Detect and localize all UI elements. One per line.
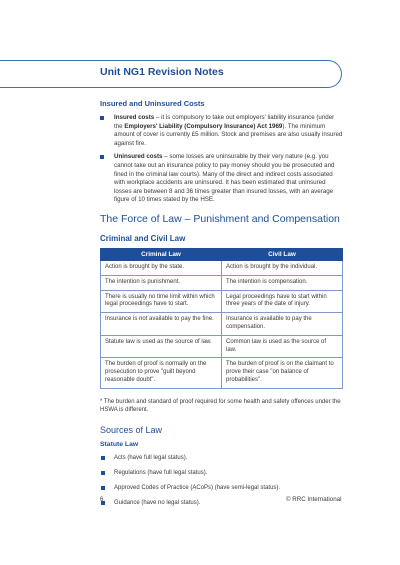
table-row	[101, 275, 343, 290]
criminal-civil-table	[100, 248, 343, 389]
bullet-square-icon	[100, 116, 104, 120]
table-cell: Legal proceedings have to start within three years of the date of injury.	[222, 290, 343, 313]
table-cell: Insurance is available to pay the compensation.	[222, 313, 343, 336]
table-cell: Common law is used as the source of law.	[222, 335, 343, 358]
bullet-square-icon	[100, 155, 104, 159]
column-header: Criminal Law	[101, 248, 222, 260]
bullet-square-icon	[101, 486, 105, 490]
force-of-law-title: The Force of Law – Punishment and Compensation	[100, 212, 340, 225]
table-cell: The intention is compensation.	[222, 275, 343, 290]
table-header-row	[101, 248, 343, 260]
sources-of-law-title: Sources of Law	[100, 424, 163, 435]
table-cell: There is usually no time limit within which legal proceedings have to start.	[101, 290, 222, 313]
table-cell: Insurance is not available to pay the fine.	[101, 313, 222, 336]
table-row	[101, 313, 343, 336]
table-row	[101, 358, 343, 388]
criminal-civil-title: Criminal and Civil Law	[100, 233, 186, 243]
unit-title: Unit NG1 Revision Notes	[100, 66, 224, 78]
burden-of-proof-note: * The burden and standard of proof required for some health and safety offences under the HSWA is different.	[100, 398, 341, 413]
list-item: Guidance (have no legal status).	[100, 499, 343, 507]
insured-list	[100, 114, 343, 205]
table-row	[101, 260, 343, 275]
page-content	[100, 95, 343, 514]
table-row	[101, 335, 343, 358]
table-cell: Action is brought by the state.	[101, 260, 222, 275]
list-item: Acts (have full legal status).	[100, 454, 343, 462]
list-item: Insured costs – it is compulsory to take out employers' liability insurance (under the Employers' Liability (Compulsory Insurance) Act 1969). The minimum amount of cover is currently £5 million. Stock and premises are also usually insured against fire.	[100, 114, 343, 148]
list-item: Approved Codes of Practice (ACoPs) (have semi-legal status).	[100, 484, 343, 492]
bullet-square-icon	[101, 456, 105, 460]
column-header: Civil Law	[222, 248, 343, 260]
table-cell: Action is brought by the individual.	[222, 260, 343, 275]
table-cell: The burden of proof is normally on the prosecution to prove "guilt beyond reasonable doubt".	[101, 358, 222, 388]
list-item: Regulations (have full legal status).	[100, 469, 343, 477]
page-number: 6	[100, 496, 104, 503]
bullet-square-icon	[101, 471, 105, 475]
table-row	[101, 290, 343, 313]
table-cell: The intention is punishment.	[101, 275, 222, 290]
copyright-notice: © RRC International	[286, 496, 342, 503]
statute-law-heading: Statute Law	[100, 440, 139, 448]
table-cell: The burden of proof is on the claimant to prove their case "on balance of probabilities".	[222, 358, 343, 388]
insured-heading: Insured and Uninsured Costs	[100, 99, 205, 108]
list-item: Uninsured costs – some losses are uninsurable by their very nature (e.g. you cannot take out an insurance policy to pay money should you be prosecuted and fined in the criminal law courts). Many of the direct and indirect costs associated with workplace accidents are uninsured. It has been estimated that uninsured losses are between 8 and 36 times greater than insured losses, with an average figure of 10 times stated by the HSE.	[100, 153, 343, 205]
table-cell: Statute law is used as the source of law.	[101, 335, 222, 358]
